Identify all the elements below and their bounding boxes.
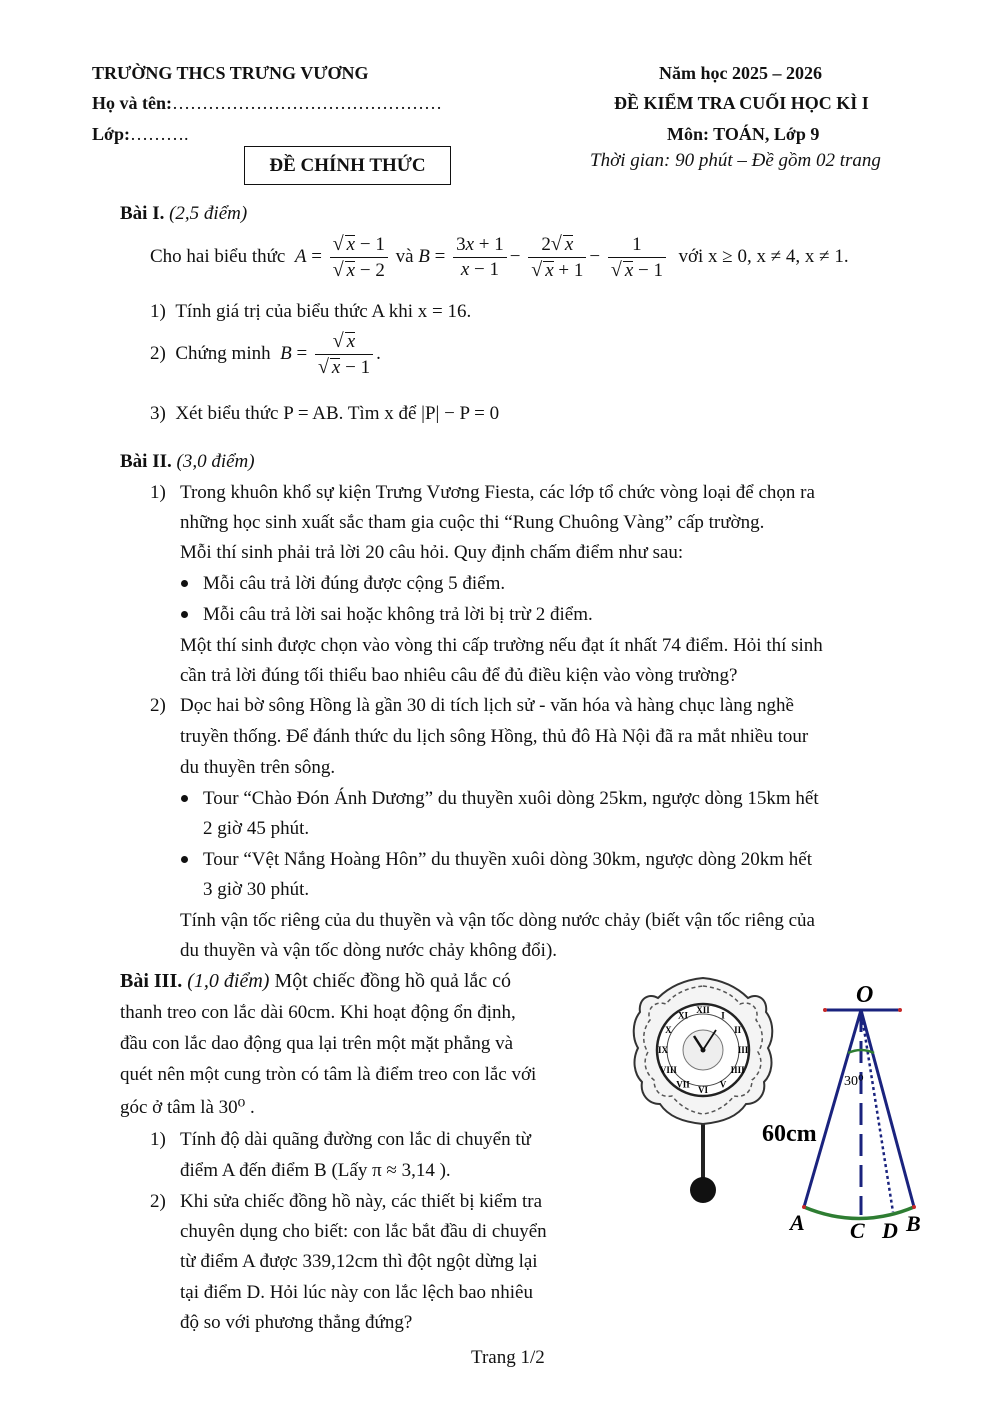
bai1-q3: [150, 398, 499, 429]
clock-numeral: X: [665, 1025, 672, 1035]
bai2-p1-bullet1: Mỗi câu trả lời đúng được cộng 5 điểm.: [203, 573, 506, 594]
bullet-dot: [181, 856, 188, 863]
bai2-title: Bài II.: [120, 451, 172, 472]
school-name: TRƯỜNG THCS TRƯNG VƯƠNG: [92, 63, 369, 83]
bai1-q1: [150, 296, 471, 327]
bai1-points: (2,5 điểm): [169, 203, 248, 224]
school-year: Năm học 2025 – 2026: [659, 63, 822, 83]
bai3-q1-number: 1): [150, 1129, 166, 1150]
clock-numeral: VII: [676, 1079, 690, 1090]
bai2-p2-line3: du thuyền trên sông.: [180, 757, 336, 778]
bai3-text-line4: quét nên một cung tròn có tâm là điểm treo con lắc với: [120, 1064, 537, 1085]
class-label: Lớp:: [92, 124, 130, 144]
bai1-condition: với x ≥ 0, x ≠ 4, x ≠ 1.: [678, 245, 849, 267]
bai1-q2-text: Chứng minh: [175, 342, 271, 364]
clock-numeral: IIII: [730, 1065, 745, 1075]
clock-numeral: XI: [677, 1010, 689, 1021]
bullet-dot: [181, 580, 188, 587]
bai1-q3-text: Xét biểu thức P = AB. Tìm x để |P| − P = 0: [175, 403, 500, 424]
clock-numeral: III: [737, 1045, 749, 1055]
fraction-A: $\frac{√ x - 1}{√ x - 2}$: [330, 233, 388, 282]
bai3-title: Bài III.: [120, 970, 183, 992]
arc-AB: [804, 1207, 914, 1219]
clock-pendulum-bob: [690, 1177, 716, 1203]
clock-hand-pivot: [701, 1048, 706, 1053]
label-angle: 30⁰: [844, 1074, 864, 1089]
bai1-q1-number: 1): [150, 301, 166, 322]
clock-numeral: V: [719, 1079, 727, 1090]
name-dots: ………………………………………: [172, 93, 442, 113]
bai2-p1-line3: Mỗi thí sinh phải trả lời 20 câu hỏi. Quy định chấm điểm như sau:: [180, 542, 684, 563]
fraction-B2: $\frac{2√ x}{√ x + 1}$: [528, 233, 586, 282]
bai2-p1-number: 1): [150, 482, 166, 503]
bai3-q2-line5: độ so với phương thẳng đứng?: [180, 1312, 413, 1333]
bai2-p2-number: 2): [150, 695, 166, 716]
bai3-points: (1,0 điểm): [187, 970, 270, 992]
bai2-p1-line2: những học sinh xuất sắc tham gia cuộc thi “Rung Chuông Vàng” cấp trường.: [180, 512, 765, 533]
clock-pendulum-rod: [701, 1120, 705, 1180]
fraction-B1: $\frac{3x + 1}{x - 1}$: [453, 234, 507, 281]
bai3-q2-number: 2): [150, 1191, 166, 1212]
pendulum-diagram: [760, 975, 960, 1255]
bai1-title: Bài I.: [120, 203, 165, 224]
label-A: A: [790, 1210, 805, 1235]
bai1-intro: Cho hai biểu thức: [150, 245, 286, 267]
pendulum-line-OA: [804, 1010, 861, 1207]
bai3-text-line2: thanh treo con lắc dài 60cm. Khi hoạt động ổn định,: [120, 1002, 516, 1023]
bai1-q3-number: 3): [150, 403, 166, 424]
clock-numeral: VIII: [659, 1065, 677, 1075]
label-D: D: [882, 1218, 898, 1243]
bai2-p2-bullet1-line2: 2 giờ 45 phút.: [203, 818, 310, 839]
clock-numeral: II: [734, 1025, 742, 1035]
label-C: C: [850, 1218, 865, 1243]
bai3-q1-line1: Tính độ dài quãng đường con lắc di chuyển từ: [180, 1129, 531, 1150]
student-name-line: [92, 93, 442, 114]
bai3-text-line1: Một chiếc đồng hồ quả lắc có: [274, 970, 512, 992]
label-O: O: [856, 982, 874, 1008]
exam-time: Thời gian: 90 phút – Đề gồm 02 trang: [590, 150, 881, 171]
point-A-dot: [802, 1205, 806, 1209]
bai1-and: và: [395, 245, 414, 267]
bai3-q2-line4: tại điểm D. Hỏi lúc này con lắc lệch bao nhiêu: [180, 1282, 533, 1303]
bai2-p2-line4: Tính vận tốc riêng của du thuyền và vận tốc dòng nước chảy (biết vận tốc riêng của: [180, 910, 815, 931]
name-label: Họ và tên:: [92, 93, 172, 113]
pivot-bar-end-dot: [823, 1008, 827, 1012]
point-B-dot: [912, 1205, 916, 1209]
bullet-dot: [181, 611, 188, 618]
pendulum-clock-image: [628, 970, 778, 1220]
bai3-q1-line2: điểm A đến điểm B (Lấy π ≈ 3,14 ).: [180, 1160, 451, 1181]
class-dots: ……….: [129, 124, 189, 144]
bai2-p1-line4: Một thí sinh được chọn vào vòng thi cấp trường nếu đạt ít nhất 74 điểm. Hỏi thí sinh: [180, 635, 823, 656]
bai2-p2-line2: truyền thống. Để đánh thức du lịch sông Hồng, thủ đô Hà Nội đã ra mắt nhiều tour: [180, 726, 809, 747]
pivot-bar-end-dot: [898, 1008, 902, 1012]
bai3-text-line5: góc ở tâm là 30⁰ .: [120, 1097, 255, 1118]
bai3-text-line3: đầu con lắc dao động qua lại trên một mặt phẳng và: [120, 1033, 514, 1054]
label-B: B: [906, 1211, 921, 1236]
class-line: [92, 124, 188, 145]
bai3-q2-line3: từ điểm A được 339,12cm thì đột ngột dừng lại: [180, 1251, 538, 1272]
bai2-p1-line1: Trong khuôn khổ sự kiện Trưng Vương Fiesta, các lớp tổ chức vòng loại để chọn ra: [180, 482, 815, 503]
exam-title: ĐỀ KIỂM TRA CUỐI HỌC KÌ I: [614, 93, 869, 113]
bai1-q1-text: Tính giá trị của biểu thức A khi x = 16.: [175, 301, 472, 322]
bai3-q2-line1: Khi sửa chiếc đồng hồ này, các thiết bị kiểm tra: [180, 1191, 543, 1212]
clock-numeral: IX: [657, 1045, 669, 1055]
clock-numeral: XII: [696, 1005, 710, 1015]
bai2-p1-line5: cần trả lời đúng tối thiểu bao nhiêu câu để đủ điều kiện vào vòng trường?: [180, 665, 738, 686]
bai2-p2-bullet2-line2: 3 giờ 30 phút.: [203, 879, 310, 900]
fraction-B3: $\frac{1}{√ x - 1}$: [608, 234, 666, 282]
bai1-heading: [120, 198, 247, 229]
bai2-p2-line5: du thuyền và vận tốc dòng nước chảy không đổi).: [180, 940, 558, 961]
bai1-q2: 2) Chứng minh B = $\frac{√ x}{√ x - 1}$ .: [150, 330, 381, 378]
bai2-p2-bullet2-line1: Tour “Vệt Nắng Hoàng Hôn” du thuyền xuôi dòng 30km, ngược dòng 20km hết: [203, 849, 812, 870]
bai2-heading: [120, 446, 255, 477]
bai2-p2-bullet1-line1: Tour “Chào Đón Ánh Dương” du thuyền xuôi dòng 25km, ngược dòng 15km hết: [203, 788, 819, 809]
bullet-dot: [181, 795, 188, 802]
clock-numeral: VI: [697, 1085, 709, 1095]
bai2-p2-line1: Dọc hai bờ sông Hồng là gần 30 di tích lịch sử - văn hóa và hàng chục làng nghề: [180, 695, 794, 716]
bai2-points: (3,0 điểm): [176, 451, 255, 472]
label-length: 60cm: [762, 1121, 817, 1147]
clock-numeral: I: [721, 1010, 725, 1021]
page-number: Trang 1/2: [471, 1347, 545, 1368]
fraction-proof: $\frac{√ x}{√ x - 1}$: [315, 330, 373, 379]
official-exam-box: ĐỀ CHÍNH THỨC: [244, 146, 451, 185]
bai3-q2-line2: chuyên dụng cho biết: con lắc bắt đầu di chuyển: [180, 1221, 547, 1242]
bai1-expressions: Cho hai biểu thức A = $\frac{√ x - 1}{√ x - 2}$ và B = $\frac{3x + 1}{x - 1}$ − $\frac{2√ x}{√ x + 1}$ − $\frac{1}{√ x - 1}$ với x ≥ 0, x ≠ 4, x ≠ 1.: [150, 233, 849, 281]
bai2-p1-bullet2: Mỗi câu trả lời sai hoặc không trả lời bị trừ 2 điểm.: [203, 604, 593, 625]
bai1-q2-number: 2): [150, 342, 166, 364]
bai3-line1: [120, 966, 511, 997]
subject: Môn: TOÁN, Lớp 9: [667, 124, 820, 144]
